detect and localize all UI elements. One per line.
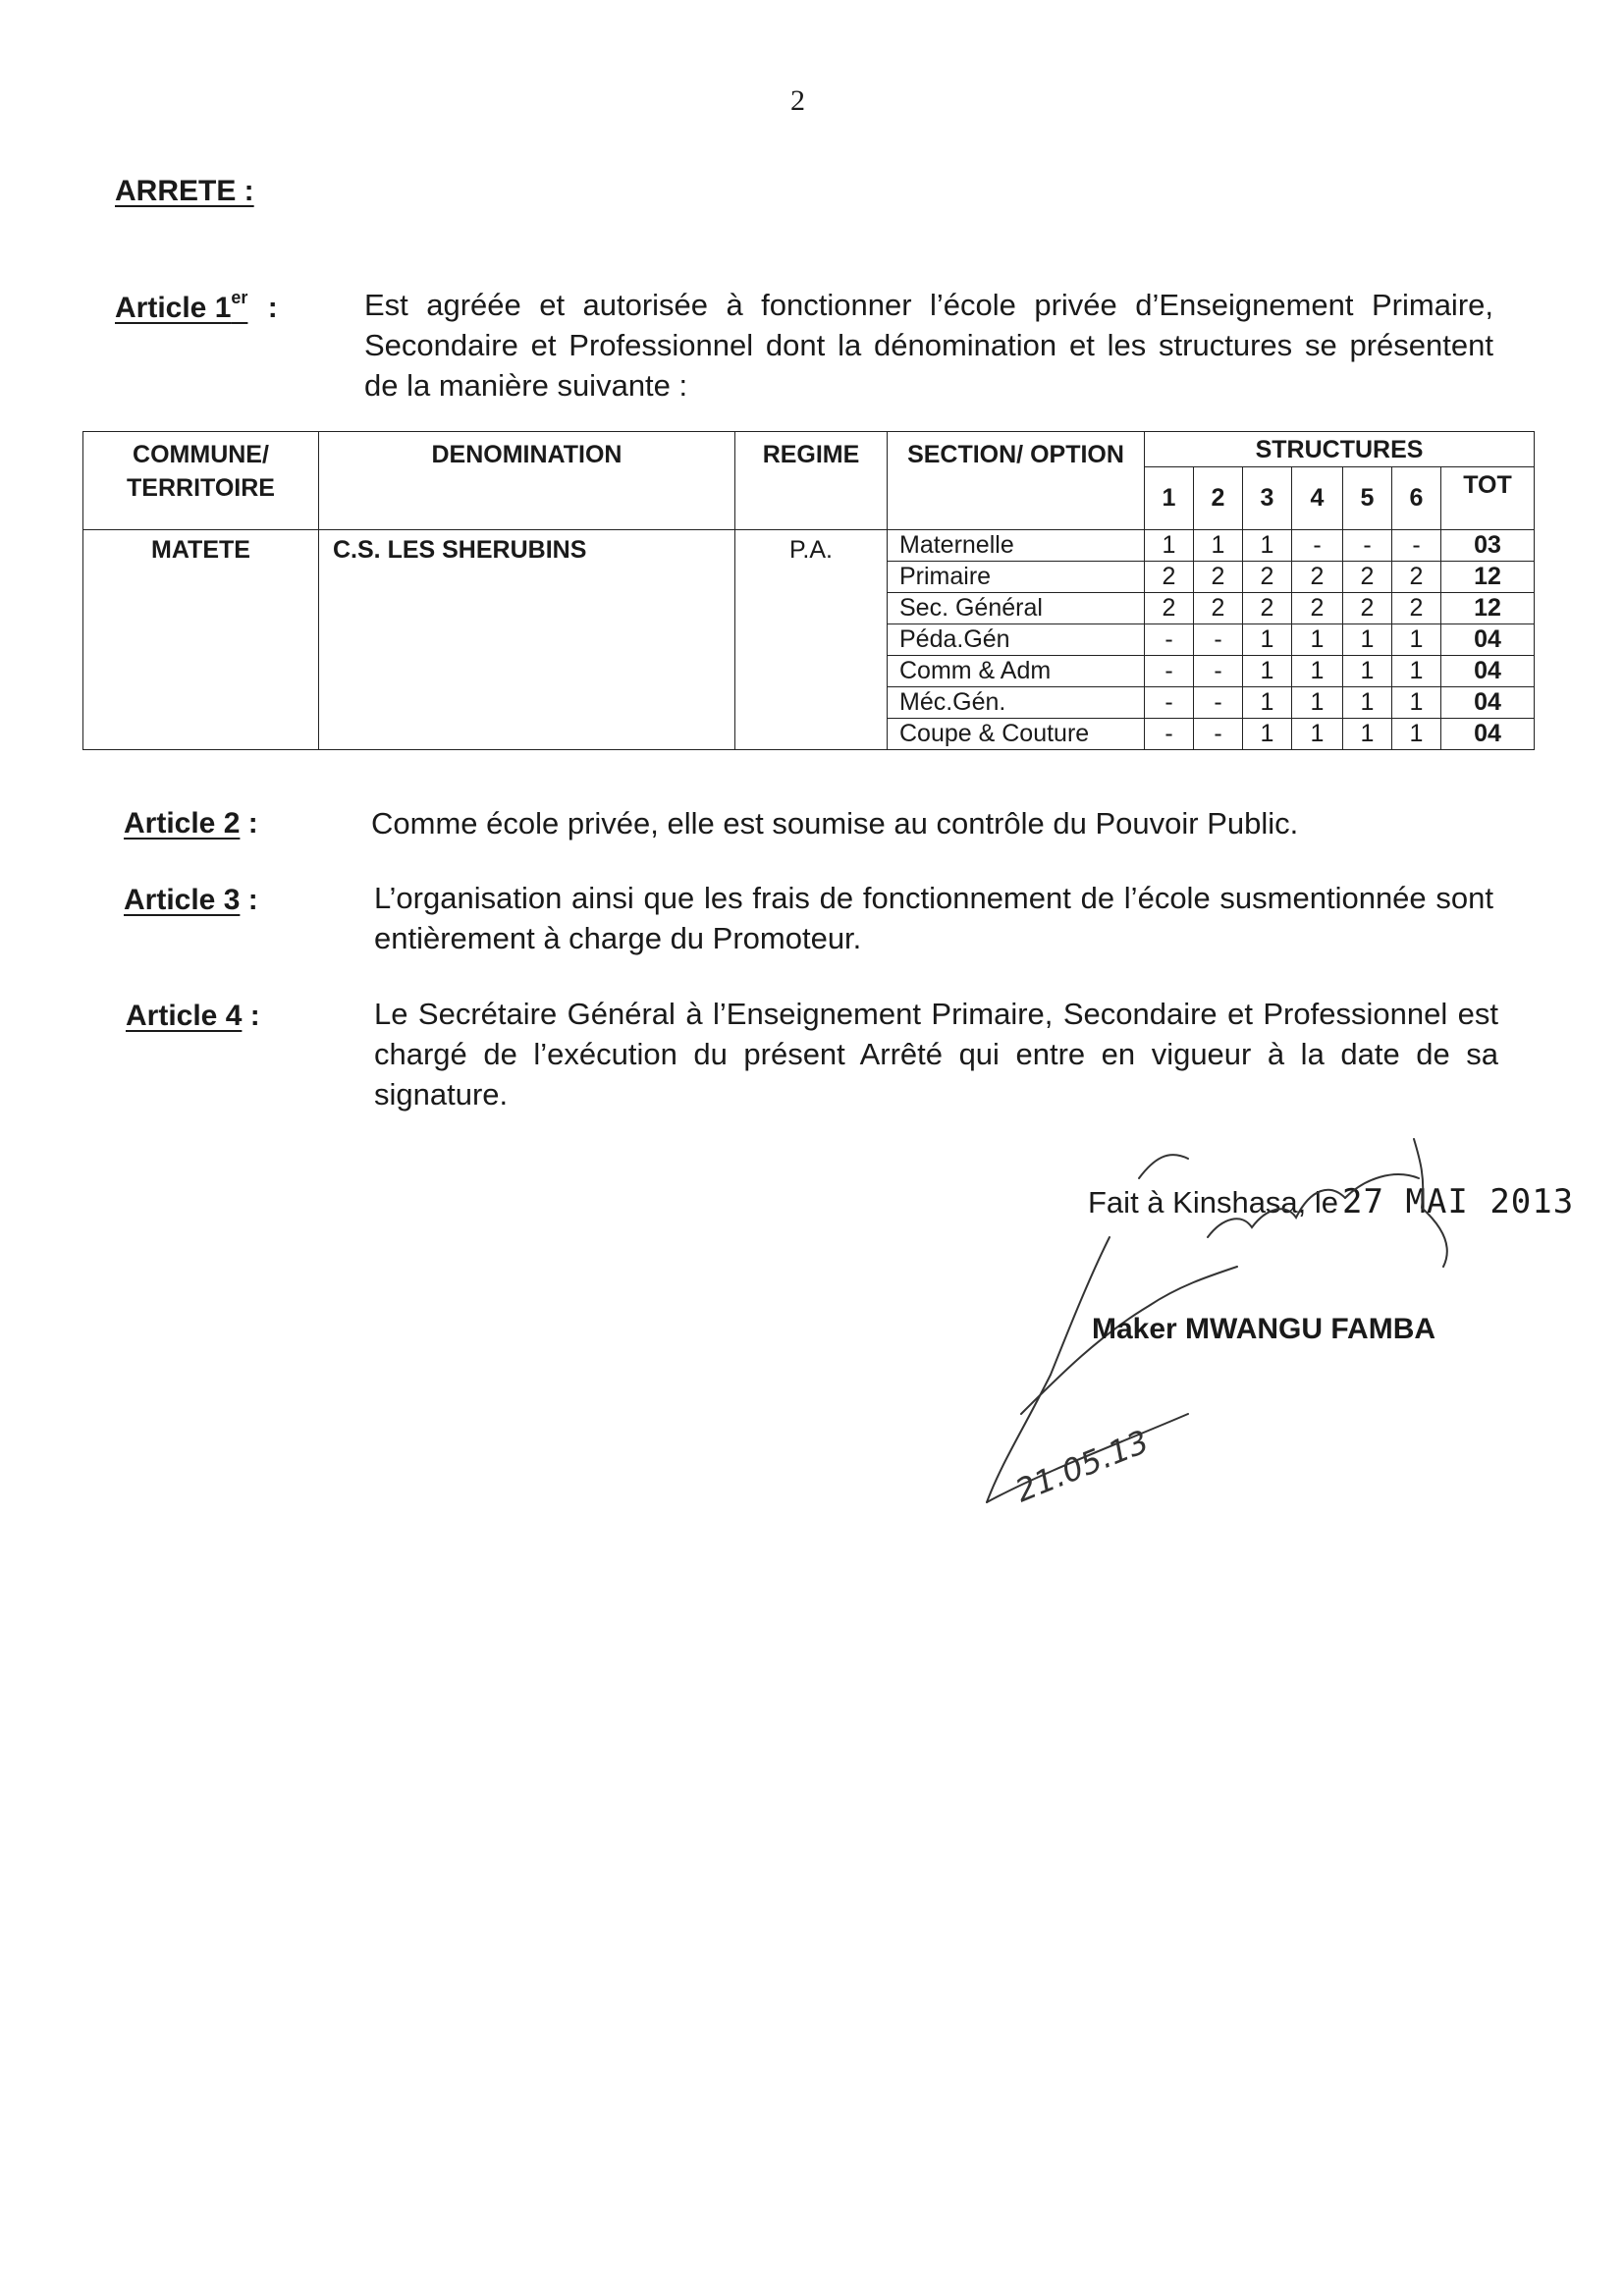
table-row [83,530,1535,562]
cell-value: - [1194,624,1243,656]
cell-value: 1 [1392,656,1441,687]
decree-heading: ARRETE : [115,175,254,207]
cell-value: - [1194,656,1243,687]
cell-section: Comm & Adm [888,656,1145,687]
cell-total: 04 [1441,719,1535,750]
cell-value: 1 [1243,719,1292,750]
article-1-label-sup: er [231,288,248,307]
article-3-label-text: Article 3 [124,884,241,916]
header-year-5: 5 [1343,467,1392,530]
cell-value: 2 [1194,562,1243,593]
article-4-text: Le Secrétaire Général à l’Enseignement Primaire, Secondaire et Professionnel est chargé de l’exécution du présent Arrêté qui entre en vigueur à la date de sa signature. [374,997,1498,1111]
header-tot: TOT [1441,467,1535,530]
cell-value: 1 [1243,656,1292,687]
cell-section: Maternelle [888,530,1145,562]
article-3-label [124,884,258,917]
cell-value: 2 [1243,562,1292,593]
article-2-colon: : [240,807,258,840]
cell-value: 1 [1292,624,1343,656]
article-4-colon: : [242,1000,260,1032]
cell-section: Péda.Gén [888,624,1145,656]
header-structures: STRUCTURES [1145,432,1535,467]
article-1-label-text: Article 1 [115,292,232,324]
place-text: Fait à Kinshasa, le [1088,1185,1339,1220]
header-year-6: 6 [1392,467,1441,530]
cell-value: 1 [1243,687,1292,719]
structures-table [82,431,1535,750]
cell-value: 1 [1194,530,1243,562]
cell-value: - [1392,530,1441,562]
cell-total: 04 [1441,687,1535,719]
cell-value: - [1292,530,1343,562]
header-year-3: 3 [1243,467,1292,530]
article-3-colon: : [240,884,258,916]
cell-value: 1 [1343,624,1392,656]
header-commune: COMMUNE/ TERRITOIRE [83,432,319,530]
date-stamp: 27 MAI 2013 [1342,1182,1575,1221]
table-header-row-1 [83,432,1535,467]
cell-value: - [1145,624,1194,656]
cell-section: Sec. Général [888,593,1145,624]
cell-value: - [1194,719,1243,750]
cell-value: 1 [1243,530,1292,562]
cell-value: 1 [1392,687,1441,719]
cell-value: - [1194,687,1243,719]
cell-total: 12 [1441,593,1535,624]
header-year-4: 4 [1292,467,1343,530]
cell-value: 1 [1392,624,1441,656]
cell-section: Coupe & Couture [888,719,1145,750]
cell-value: 2 [1145,593,1194,624]
cell-value: 2 [1392,562,1441,593]
cell-value: 1 [1145,530,1194,562]
cell-value: 1 [1343,656,1392,687]
cell-regime: P.A. [735,530,888,750]
cell-total: 03 [1441,530,1535,562]
cell-value: 1 [1292,656,1343,687]
page-number: 2 [790,84,805,117]
cell-value: - [1145,656,1194,687]
cell-value: 1 [1292,719,1343,750]
article-4-label-text: Article 4 [126,1000,243,1032]
cell-value: - [1343,530,1392,562]
cell-total: 04 [1441,656,1535,687]
article-3-text: L’organisation ainsi que les frais de fonctionnement de l’école susmentionnée sont entièrement à charge du Promoteur. [374,881,1493,955]
cell-value: 2 [1343,562,1392,593]
header-regime: REGIME [735,432,888,530]
cell-total: 04 [1441,624,1535,656]
cell-value: 2 [1145,562,1194,593]
cell-value: 2 [1194,593,1243,624]
header-year-1: 1 [1145,467,1194,530]
article-1-colon: : [259,292,278,324]
cell-value: - [1145,719,1194,750]
cell-commune: MATETE [83,530,319,750]
cell-value: 2 [1243,593,1292,624]
cell-value: 1 [1292,687,1343,719]
cell-section: Méc.Gén. [888,687,1145,719]
article-1-label [115,288,278,325]
cell-value: 2 [1292,562,1343,593]
handwritten-date: 21.05.13 [1009,1422,1155,1510]
article-2-text: Comme école privée, elle est soumise au contrôle du Pouvoir Public. [371,806,1299,840]
header-denomination: DENOMINATION [319,432,735,530]
cell-value: 2 [1292,593,1343,624]
header-section: SECTION/ OPTION [888,432,1145,530]
article-2-label-text: Article 2 [124,807,241,840]
cell-value: - [1145,687,1194,719]
signer-name: Maker MWANGU FAMBA [1092,1313,1436,1345]
header-year-2: 2 [1194,467,1243,530]
cell-total: 12 [1441,562,1535,593]
cell-value: 2 [1343,593,1392,624]
cell-value: 1 [1392,719,1441,750]
cell-denomination: C.S. LES SHERUBINS [319,530,735,750]
article-1-text: Est agréée et autorisée à fonctionner l’école privée d’Enseignement Primaire, Secondaire et Professionnel dont la dénomination et les structures se présentent de la manière suivante : [364,288,1493,403]
article-2-label [124,807,258,840]
cell-section: Primaire [888,562,1145,593]
cell-value: 1 [1343,687,1392,719]
cell-value: 2 [1392,593,1441,624]
article-4-label [126,1000,260,1033]
cell-value: 1 [1243,624,1292,656]
cell-value: 1 [1343,719,1392,750]
